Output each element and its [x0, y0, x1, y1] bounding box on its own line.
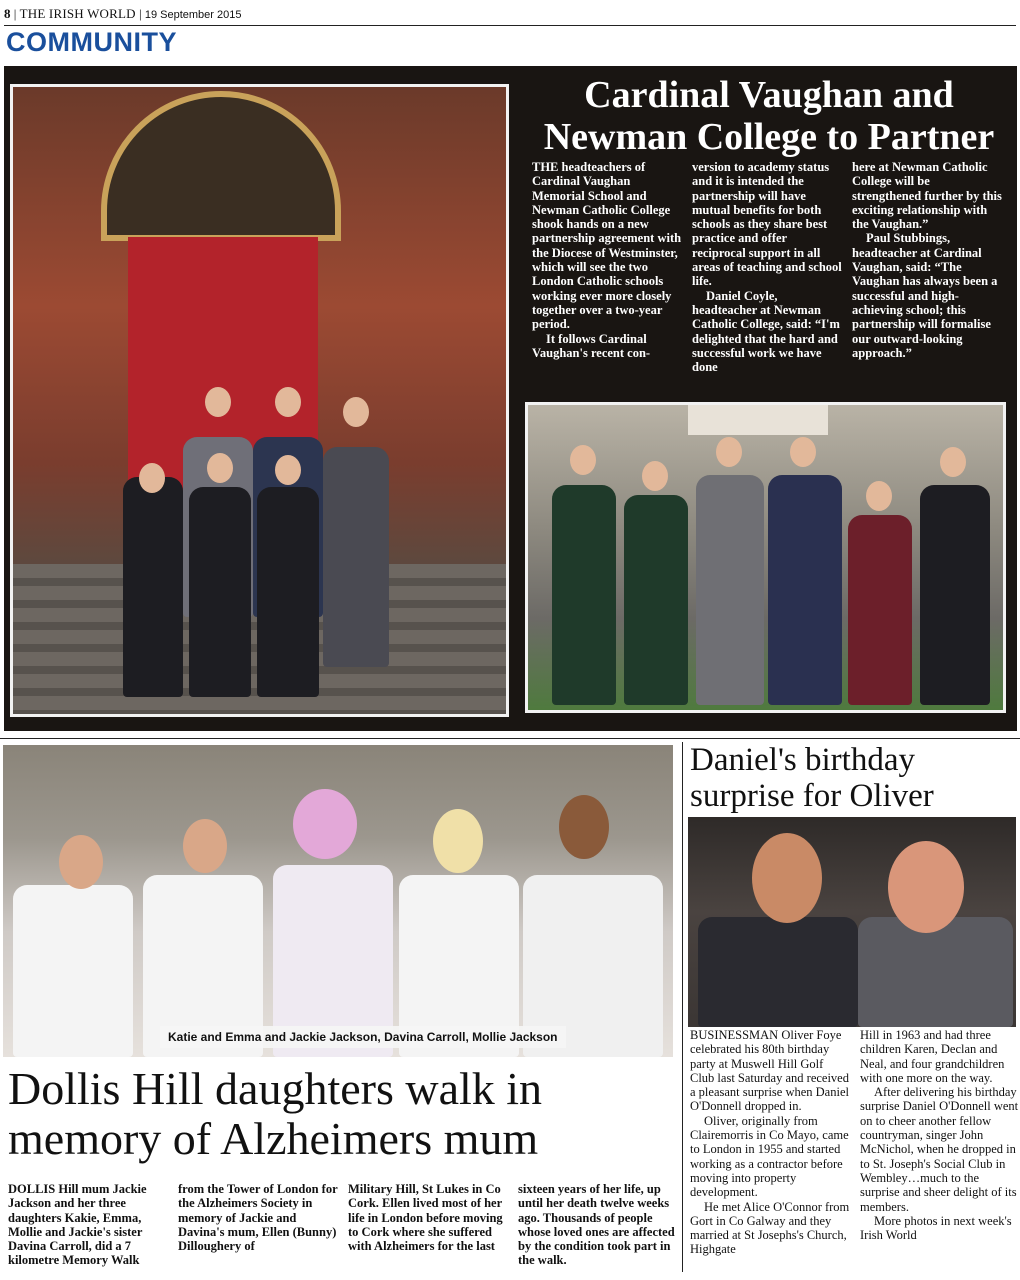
arch-sign [101, 91, 341, 241]
page-number: 8 [4, 6, 11, 21]
walk-column-3: Military Hill, St Lukes in Co Cork. Ellen lived most of her life in London before moving to Cork where she suffered with Alzheimers for the last [348, 1182, 503, 1254]
person-figure [696, 475, 764, 705]
walk-column-2: from the Tower of London for the Alzheimers Society in memory of Jackie and Davina's mum, Ellen (Bunny) Dilloughery of [178, 1182, 338, 1254]
masthead [4, 4, 242, 24]
feature-headline: Cardinal Vaughan and Newman College to Partner [543, 74, 995, 158]
header-rule [4, 25, 1016, 26]
person-head [866, 481, 892, 511]
person-figure [13, 885, 133, 1057]
person-head [183, 819, 227, 873]
section-title: COMMUNITY [6, 27, 177, 57]
paragraph: THE headteachers of Cardinal Vaughan Memorial School and Newman Catholic College shook hands on a new partnership agreement with the Diocese of Westminster, which will see the two London Catholic schools working ever more closely together over a two-year period. [532, 160, 682, 332]
paragraph: Paul Stubbings, headteacher at Cardinal Vaughan, said: “The Vaughan has always been a successful and high-achieving school; this partnership will formalise our outward-looking approach.” [852, 231, 998, 360]
person-head [940, 447, 966, 477]
person-head [275, 455, 301, 485]
paragraph: After delivering his birthday surprise Daniel O'Donnell went on to cheer another fellow countryman, singer John McNichol, when he dropped in to St. Joseph's Social Club in Wembley…much to the surprise and sheer delight of its members. [860, 1085, 1019, 1214]
birthday-headline: Daniel's birthday surprise for Oliver [690, 742, 934, 814]
person-head [275, 387, 301, 417]
masthead-separator: | [139, 6, 145, 21]
paragraph: BUSINESSMAN Oliver Foye celebrated his 80th birthday party at Muswell Hill Golf Club last Saturday and received a pleasant surprise when Daniel O'Donnell dropped in. [690, 1028, 849, 1114]
school-entrance-photo [10, 84, 509, 717]
person-head [293, 789, 357, 859]
person-figure [858, 917, 1013, 1027]
issue-date: 19 September 2015 [144, 9, 242, 21]
paragraph: More photos in next week's Irish World [860, 1213, 1012, 1243]
memory-walk-photo [3, 745, 673, 1057]
person-head [752, 833, 822, 923]
person-figure [323, 447, 389, 667]
paper-name: THE IRISH WORLD [19, 6, 136, 21]
person-figure [257, 487, 319, 697]
birthday-column-1 [690, 1028, 850, 1257]
feature-column-3 [852, 160, 1002, 360]
school-group-photo [525, 402, 1006, 713]
person-figure [768, 475, 842, 705]
person-figure [848, 515, 912, 705]
walk-column-1: DOLLIS Hill mum Jackie Jackson and her three daughters Kakie, Emma, Mollie and Jackie's sister Davina Carroll, did a 7 kilometre Memory Walk [8, 1182, 147, 1268]
masthead-separator: | [13, 6, 20, 21]
walk-column-4: sixteen years of her life, up until her death twelve weeks ago. Thousands of people whose loved ones are affected by the condition took part in the walk. [518, 1182, 675, 1268]
person-head [433, 809, 483, 873]
person-head [139, 463, 165, 493]
entrance-sign [688, 405, 828, 435]
paragraph: here at Newman Catholic College will be strengthened further by this exciting relationship with the Vaughan.” [852, 160, 1002, 232]
person-head [642, 461, 668, 491]
person-head [559, 795, 609, 859]
paragraph: It follows Cardinal Vaughan's recent con- [532, 331, 651, 360]
person-head [343, 397, 369, 427]
photo-caption: Katie and Emma and Jackie Jackson, Davina Carroll, Mollie Jackson [160, 1026, 566, 1048]
birthday-photo [688, 817, 1016, 1027]
birthday-column-2 [860, 1028, 1020, 1242]
person-head [790, 437, 816, 467]
person-figure [698, 917, 858, 1027]
person-head [59, 835, 103, 889]
section-divider [0, 738, 1020, 739]
column-divider [682, 742, 683, 1272]
paragraph: Hill in 1963 and had three children Karen, Declan and Neal, and four grandchildren with one more on the way. [860, 1028, 1005, 1085]
person-head [716, 437, 742, 467]
person-head [888, 841, 964, 933]
person-figure [552, 485, 616, 705]
paragraph: Oliver, originally from Clairemorris in Co Mayo, came to London in 1955 and started working as a contractor before moving into property development. [690, 1113, 849, 1200]
feature-column-1 [532, 160, 682, 360]
walk-headline: Dollis Hill daughters walk in memory of Alzheimers mum [8, 1063, 543, 1164]
person-head [205, 387, 231, 417]
person-figure [123, 477, 183, 697]
person-figure [189, 487, 251, 697]
paragraph: He met Alice O'Connor from Gort in Co Galway and they married at St Josephs's Church, Highgate [690, 1199, 850, 1257]
person-head [207, 453, 233, 483]
person-figure [624, 495, 688, 705]
paragraph: Daniel Coyle, headteacher at Newman Catholic College, said: “I'm delighted that the hard and successful work we have done [692, 288, 840, 375]
person-head [570, 445, 596, 475]
paragraph: version to academy status and it is intended the partnership will have mutual benefits for both schools as they share best practice and offer reciprocal support in all areas of teaching and school life. [692, 160, 842, 289]
feature-column-2 [692, 160, 842, 374]
person-figure [920, 485, 990, 705]
